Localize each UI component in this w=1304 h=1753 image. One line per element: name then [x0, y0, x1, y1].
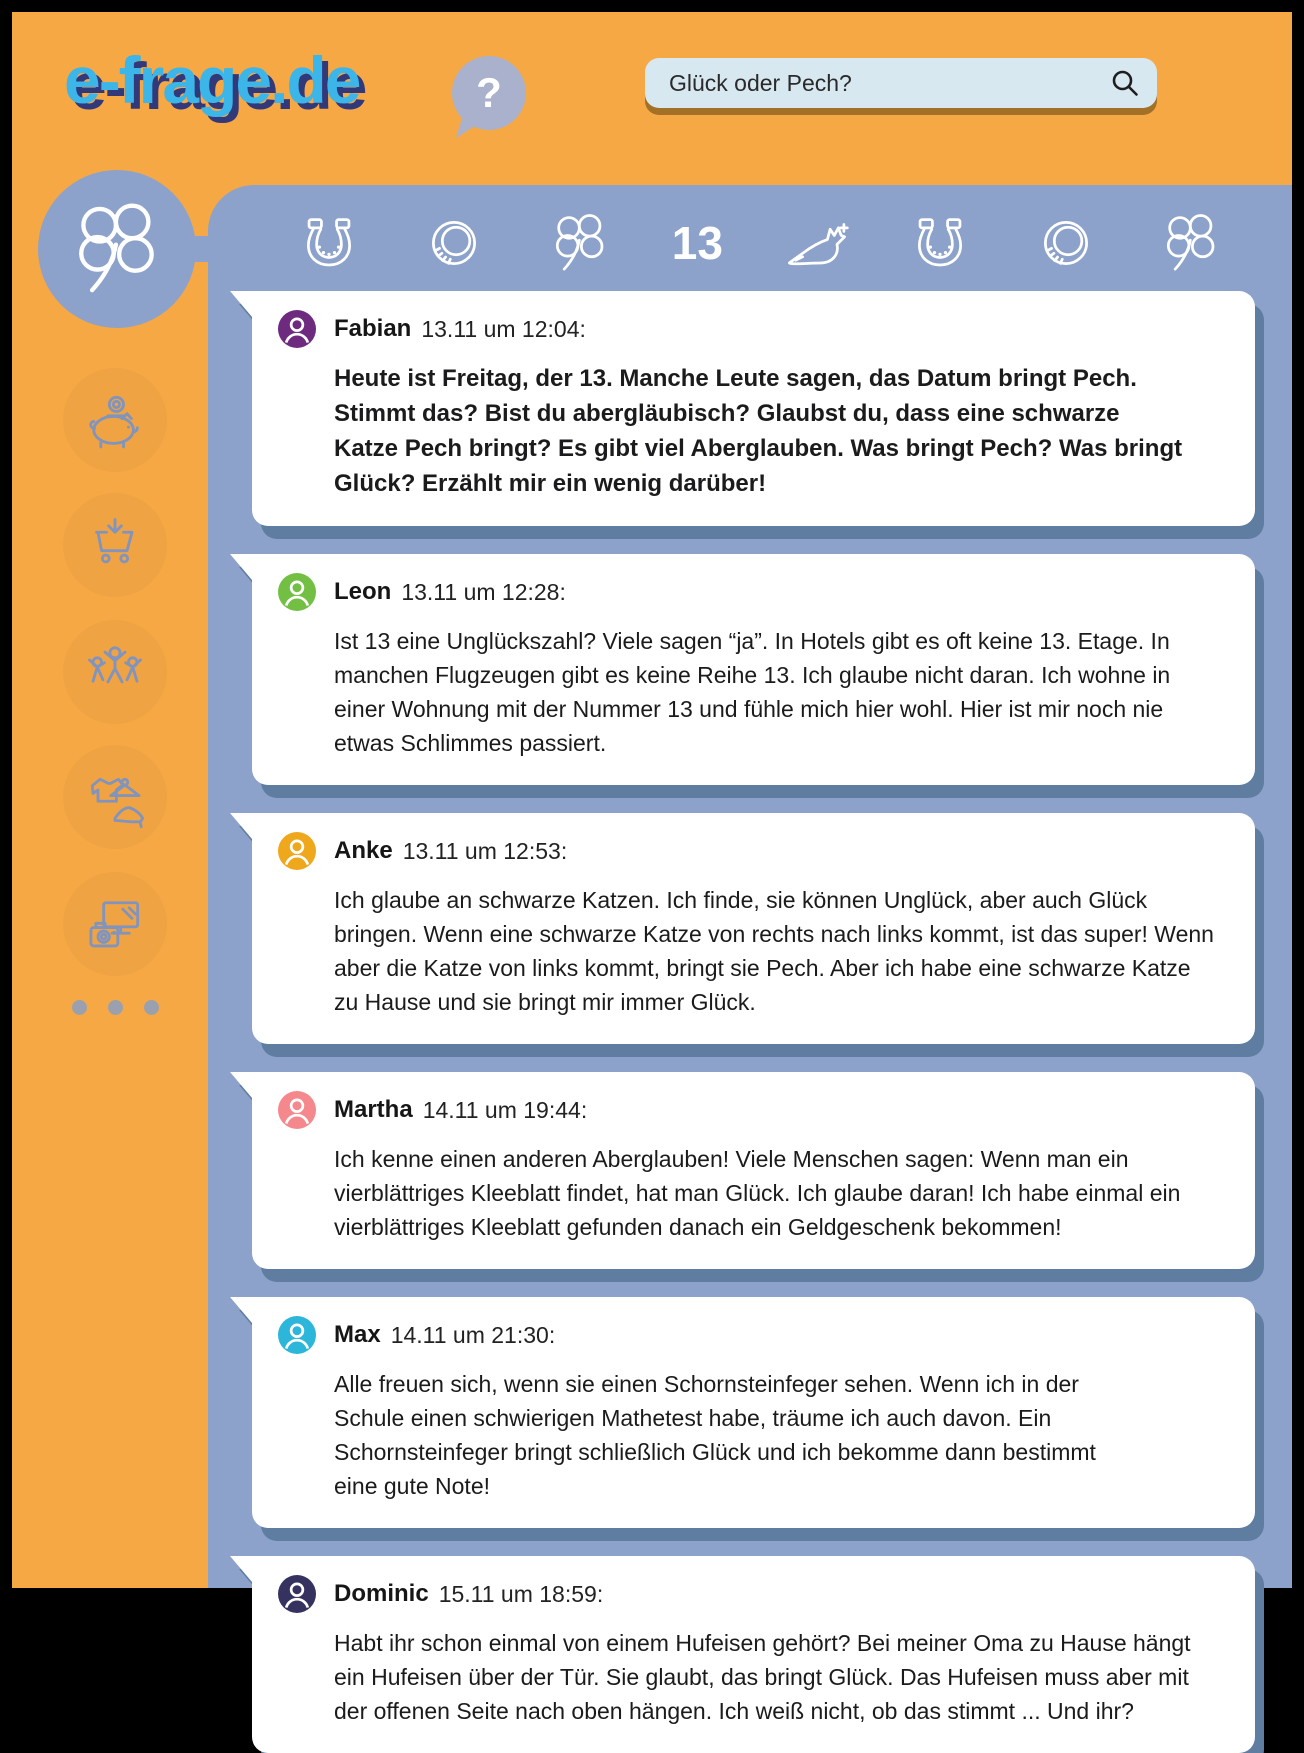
avatar: [278, 1316, 316, 1354]
shopping-cart-icon: [81, 511, 149, 579]
avatar: [278, 1091, 316, 1129]
avatar: [278, 832, 316, 870]
post-timestamp: 13.11 um 12:28:: [401, 578, 566, 605]
question-bubble-icon: [452, 56, 526, 130]
avatar: [278, 573, 316, 611]
coin-icon: [421, 210, 487, 276]
post-author: Martha: [334, 1096, 413, 1123]
avatar: [278, 310, 316, 348]
black-cat-icon: [782, 210, 848, 276]
people-celebrating-icon: [81, 638, 149, 706]
post-list: [230, 291, 1255, 1753]
sidebar-item-shopping[interactable]: [63, 493, 167, 597]
post-body: Ich glaube an schwarze Katzen. Ich finde, sie können Unglück, aber auch Glück bringen. Wenn eine schwarze Katze von rechts nach links kommt, ist das super! Wenn aber die Katze von links kommt, bringt sie Pech. Aber ich habe eine schwarze Katze zu Hause und sie bringt mir immer Glück.: [334, 887, 1214, 1015]
sidebar-item-electronics[interactable]: [63, 872, 167, 976]
post-author: Anke: [334, 837, 393, 864]
site-logo[interactable]: e-frage.de: [64, 43, 360, 117]
forum-post: [252, 1297, 1255, 1528]
forum-post: [252, 291, 1255, 526]
search-bar[interactable]: [645, 58, 1157, 108]
search-icon[interactable]: [1109, 67, 1141, 99]
post-body: Habt ihr schon einmal von einem Hufeisen gehört? Bei meiner Oma zu Hause hängt ein Hufeisen über der Tür. Sie glaubt, das bringt Glück. Das Hufeisen muss aber mit der offenen Seite nach oben hängen. Ich weiß nicht, ob das stimmt ... Und ihr?: [334, 1630, 1191, 1724]
post-body: Alle freuen sich, wenn sie einen Schornsteinfeger sehen. Wenn ich in der Schule einen schwierigen Mathetest habe, träume ich auch davon. Ein Schornsteinfeger bringt schließlich Glück und ich bekomme dann bestimmt eine gute Note!: [334, 1371, 1096, 1499]
post-timestamp: 13.11 um 12:53:: [402, 837, 568, 864]
avatar: [278, 1575, 316, 1613]
piggy-bank-icon: [81, 386, 149, 454]
horseshoe-icon: [296, 210, 362, 276]
four-leaf-clover-icon: [65, 197, 169, 301]
sidebar-item-fashion[interactable]: [63, 745, 167, 849]
post-timestamp: 15.11 um 18:59:: [438, 1580, 604, 1607]
post-timestamp: 14.11 um 19:44:: [422, 1096, 588, 1123]
clothes-fashion-icon: [81, 763, 149, 831]
topic-banner: [268, 203, 1252, 283]
search-input[interactable]: [667, 69, 1109, 98]
forum-post: [252, 813, 1255, 1044]
four-leaf-clover-icon: [1158, 210, 1224, 276]
horseshoe-icon: [907, 210, 973, 276]
post-timestamp: 14.11 um 21:30:: [390, 1321, 556, 1348]
page-background: [12, 12, 1292, 1724]
number-13-label: 13: [671, 217, 723, 269]
forum-post: [252, 554, 1255, 785]
question-bubble-glyph: ?: [476, 69, 502, 116]
post-body: Heute ist Freitag, der 13. Manche Leute sagen, das Datum bringt Pech. Stimmt das? Bist du abergläubisch? Glaubst du, dass eine schwarze Katze Pech bringt? Es gibt viel Aberglauben. Was bringt Pech? Was bringt Glück? Erzählt mir ein wenig darüber!: [334, 365, 1183, 497]
post-body: Ich kenne einen anderen Aberglauben! Viele Menschen sagen: Wenn man ein vierblättriges Kleeblatt findet, hat man Glück. Ich glaube daran! Ich habe einmal ein vierblättriges Kleeblatt gefunden danach ein Geldgeschenk bekommen!: [334, 1146, 1181, 1240]
dot: [144, 1000, 159, 1015]
post-author: Leon: [334, 578, 392, 605]
sidebar-item-community[interactable]: [63, 620, 167, 724]
dot: [108, 1000, 123, 1015]
sidebar-item-savings[interactable]: [63, 368, 167, 472]
post-author: Dominic: [334, 1580, 429, 1607]
post-timestamp: 13.11 um 12:04:: [421, 315, 586, 342]
sidebar-more-indicator[interactable]: [63, 1000, 167, 1015]
forum-post: [252, 1556, 1255, 1753]
coin-icon: [1033, 210, 1099, 276]
post-body: Ist 13 eine Unglückszahl? Viele sagen “ja”. In Hotels gibt es oft keine 13. Etage. In manchen Flugzeugen gibt es keine Reihe 13. Ich glaube nicht daran. Ich wohne in einer Wohnung mit der Nummer 13 und fühle mich hier wohl. Hier ist mir noch nie etwas Schlimmes passiert.: [334, 628, 1171, 756]
post-author: Max: [334, 1321, 381, 1348]
dot: [72, 1000, 87, 1015]
forum-post: [252, 1072, 1255, 1269]
four-leaf-clover-icon: [547, 210, 613, 276]
electronics-media-icon: [81, 890, 149, 958]
post-author: Fabian: [334, 315, 412, 342]
forum-panel: [208, 185, 1292, 1724]
